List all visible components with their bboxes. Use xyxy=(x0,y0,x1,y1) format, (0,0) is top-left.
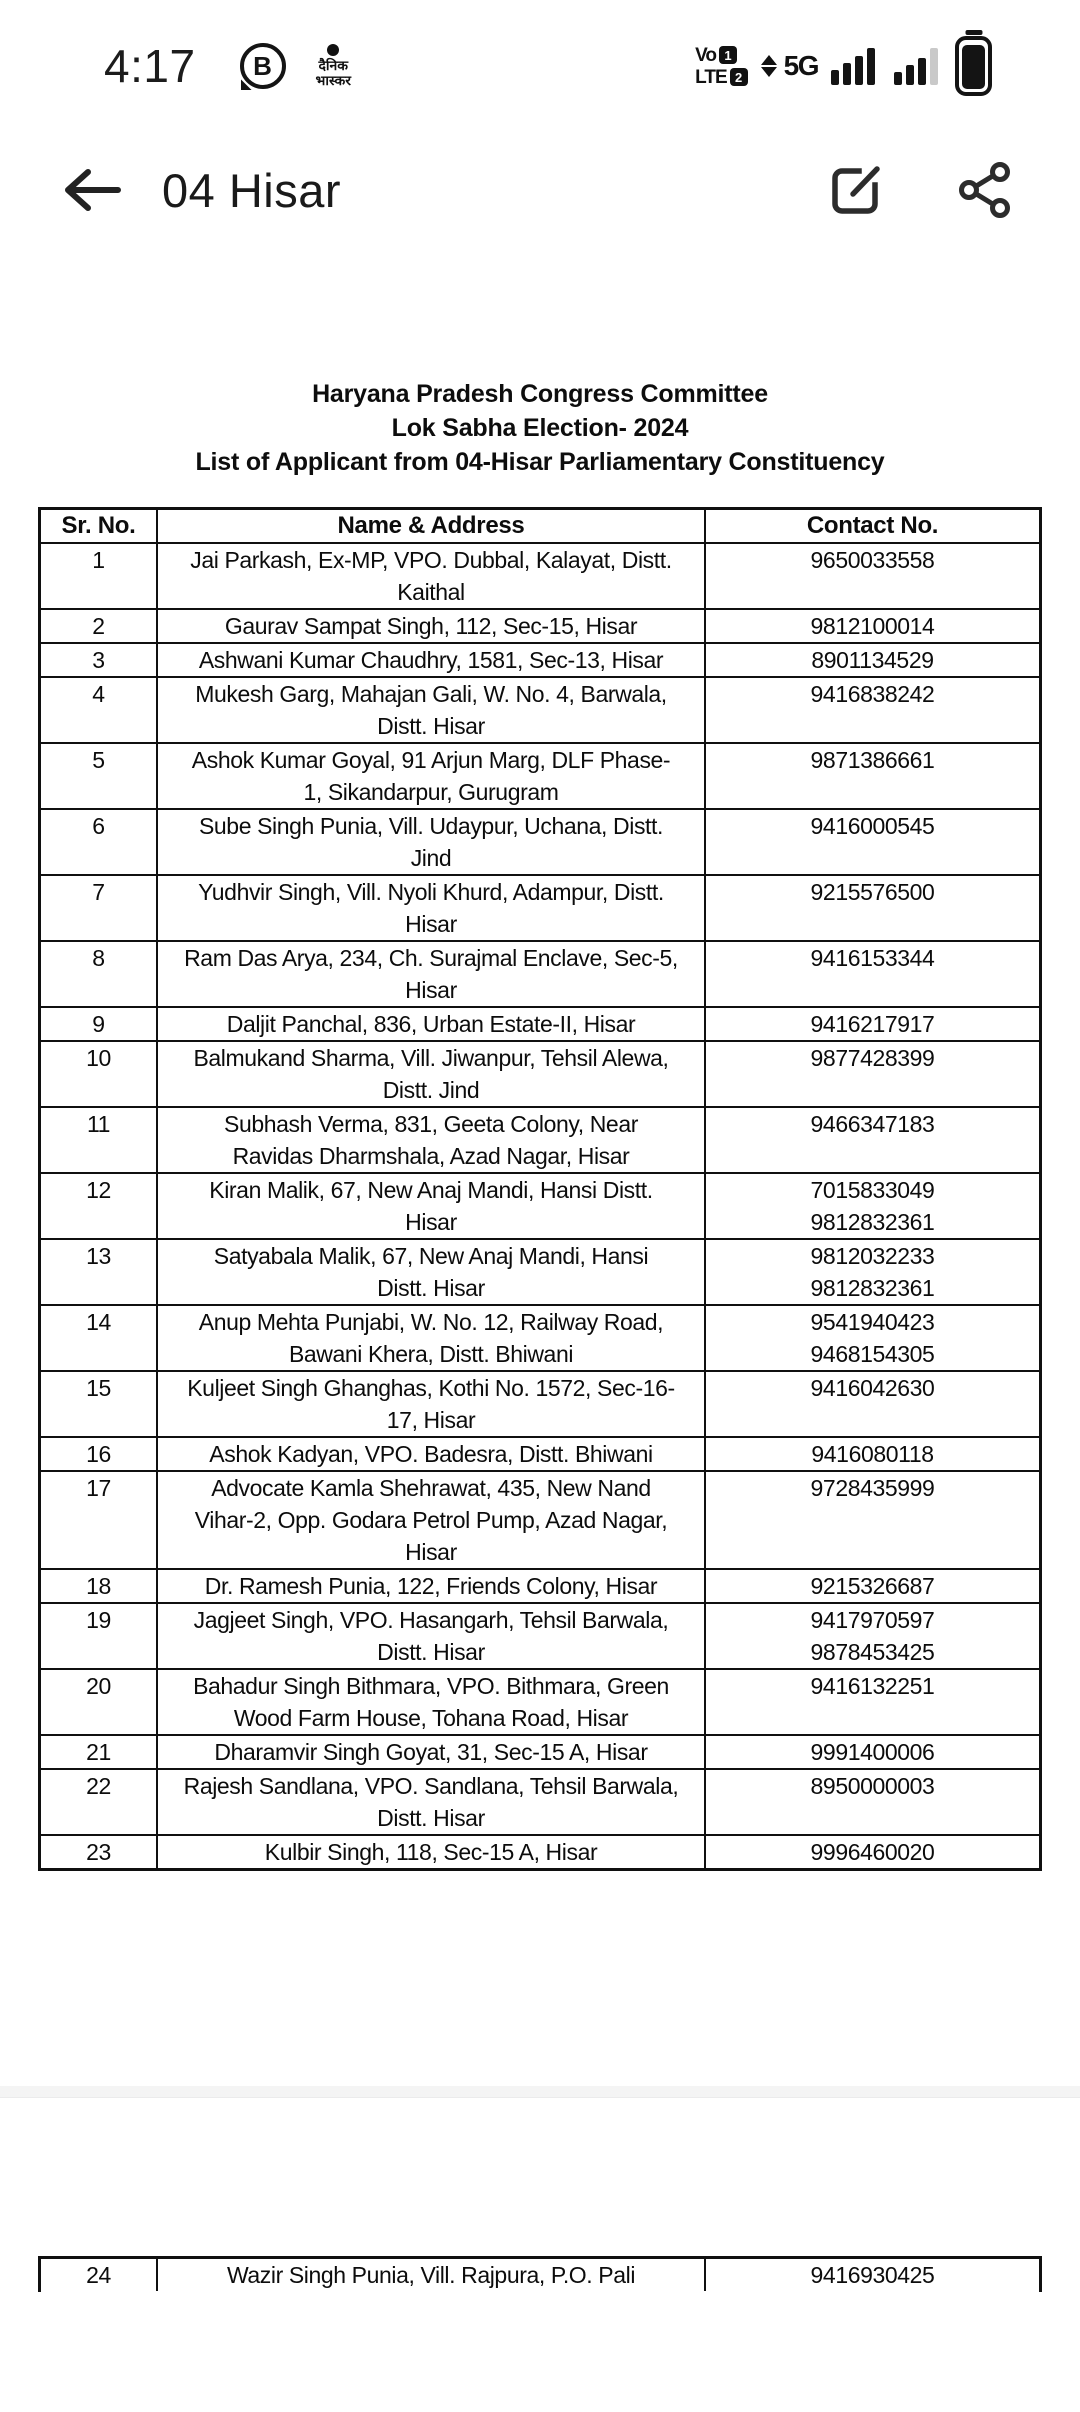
contact-line: 9416080118 xyxy=(811,1441,934,1467)
cell-name-address xyxy=(158,1008,706,1040)
cell-sr-no: 3 xyxy=(41,644,158,676)
name-line: Mukesh Garg, Mahajan Gali, W. No. 4, Barwala, xyxy=(195,681,667,707)
cell-contact-no xyxy=(706,744,1039,808)
contact-line: 9416930425 xyxy=(810,2262,935,2288)
contact-line: 9996460020 xyxy=(810,1839,935,1865)
sim1-badge: 1 xyxy=(719,46,737,64)
name-line: Bahadur Singh Bithmara, VPO. Bithmara, Green xyxy=(193,1673,669,1699)
name-line: Jagjeet Singh, VPO. Hasangarh, Tehsil Barwala, xyxy=(193,1607,669,1633)
name-line: Ravidas Dharmshala, Azad Nagar, Hisar xyxy=(232,1143,630,1169)
cell-sr-no: 23 xyxy=(41,1836,158,1868)
name-line: Hisar xyxy=(405,977,457,1003)
document-title-line-1: Haryana Pradesh Congress Committee xyxy=(312,380,768,408)
dual-sim-volte-indicator: Vo 1 LTE 2 xyxy=(695,46,747,87)
name-line: Ashok Kumar Goyal, 91 Arjun Marg, DLF Phase- xyxy=(191,747,671,773)
cell-contact-no xyxy=(706,876,1039,940)
cell-sr-no: 2 xyxy=(41,610,158,642)
col-header-sr-no: Sr. No. xyxy=(41,510,158,542)
table-row xyxy=(41,1670,1039,1736)
name-line: Rajesh Sandlana, VPO. Sandlana, Tehsil Barwala, xyxy=(183,1773,679,1799)
contact-line: 9416838242 xyxy=(810,681,935,707)
cell-name-address xyxy=(158,1604,706,1668)
table-row xyxy=(41,1836,1039,1868)
name-line: 1, Sikandarpur, Gurugram xyxy=(303,779,559,805)
cell-contact-no xyxy=(706,1836,1039,1868)
contact-line: 8950000003 xyxy=(810,1773,935,1799)
cell-sr-no: 11 xyxy=(41,1108,158,1172)
name-line: Distt. Hisar xyxy=(377,1805,485,1831)
contact-line: 9878453425 xyxy=(810,1639,935,1665)
cell-name-address xyxy=(158,876,706,940)
cell-sr-no: 17 xyxy=(41,1472,158,1568)
cell-sr-no: 14 xyxy=(41,1306,158,1370)
contact-line: 9650033558 xyxy=(810,547,935,573)
cell-sr-no: 20 xyxy=(41,1670,158,1734)
cell-contact-no xyxy=(706,1174,1039,1238)
cell-contact-no xyxy=(706,1438,1039,1470)
name-line: Distt. Hisar xyxy=(377,713,485,739)
cell-sr-no: 22 xyxy=(41,1770,158,1834)
cell-sr-no: 13 xyxy=(41,1240,158,1304)
sim2-badge: 2 xyxy=(730,68,748,86)
cell-contact-no xyxy=(706,1770,1039,1834)
name-line: Ram Das Arya, 234, Ch. Surajmal Enclave, Sec-5, xyxy=(184,945,678,971)
cell-contact-no xyxy=(706,678,1039,742)
table-row xyxy=(41,1306,1039,1372)
table-row xyxy=(41,1472,1039,1570)
table-row xyxy=(41,1438,1039,1472)
name-line: Yudhvir Singh, Vill. Nyoli Khurd, Adampur, Distt. xyxy=(198,879,664,905)
cell-contact-no xyxy=(706,544,1039,608)
cell-sr-no: 8 xyxy=(41,942,158,1006)
cell-sr-no: 19 xyxy=(41,1604,158,1668)
cell-sr-no: 16 xyxy=(41,1438,158,1470)
table-row xyxy=(41,810,1039,876)
table-row xyxy=(41,1174,1039,1240)
table-row xyxy=(41,1604,1039,1670)
name-line: Anup Mehta Punjabi, W. No. 12, Railway Road, xyxy=(198,1309,664,1335)
table-row xyxy=(41,1570,1039,1604)
cell-name-address xyxy=(158,1240,706,1304)
cell-contact-no xyxy=(706,942,1039,1006)
navigation-bar xyxy=(0,2292,1080,2412)
page-separator xyxy=(0,2086,1080,2098)
cell-name-address xyxy=(158,1438,706,1470)
table-row xyxy=(41,1770,1039,1836)
contact-line: 9812832361 xyxy=(810,1275,935,1301)
name-line: Kiran Malik, 67, New Anaj Mandi, Hansi Distt. xyxy=(209,1177,653,1203)
cell-name-address xyxy=(158,1306,706,1370)
contact-line: 9215326687 xyxy=(810,1573,935,1599)
cell-name-address xyxy=(158,1770,706,1834)
cell-name-address xyxy=(158,1372,706,1436)
cell-sr-no: 24 xyxy=(41,2259,158,2291)
table-row xyxy=(41,2259,1039,2291)
applicant-table-next-page-fragment xyxy=(38,2256,1042,2292)
whatsapp-business-notification-icon: B xyxy=(240,43,286,89)
table-row xyxy=(41,544,1039,610)
table-row xyxy=(41,1240,1039,1306)
cell-name-address xyxy=(158,544,706,608)
table-row xyxy=(41,744,1039,810)
name-line: Dharamvir Singh Goyat, 31, Sec-15 A, Hisar xyxy=(214,1739,648,1765)
name-line: Daljit Panchal, 836, Urban Estate-II, Hisar xyxy=(226,1011,636,1037)
contact-line: 9417970597 xyxy=(810,1607,935,1633)
cell-sr-no: 7 xyxy=(41,876,158,940)
cell-name-address xyxy=(158,1736,706,1768)
table-row xyxy=(41,1042,1039,1108)
contact-line: 9812832361 xyxy=(810,1209,935,1235)
dainik-bhaskar-notification-icon: दैनिक भास्कर xyxy=(316,44,351,88)
name-line: Sube Singh Punia, Vill. Udaypur, Uchana, Distt. xyxy=(198,813,664,839)
col-header-name: Name & Address xyxy=(158,510,706,542)
table-row xyxy=(41,1372,1039,1438)
name-line: Distt. Hisar xyxy=(377,1275,485,1301)
network-type-label: 5G xyxy=(783,50,818,81)
name-line: Jind xyxy=(410,845,452,871)
contact-line: 8901134529 xyxy=(811,647,934,673)
name-line: Wazir Singh Punia, Vill. Rajpura, P.O. Pali xyxy=(226,2262,636,2288)
cell-contact-no xyxy=(706,1306,1039,1370)
contact-line: 9812032233 xyxy=(810,1243,935,1269)
cell-sr-no: 10 xyxy=(41,1042,158,1106)
document-title-line-3: List of Applicant from 04-Hisar Parliamentary Constituency xyxy=(195,448,885,476)
name-line: Bawani Khera, Distt. Bhiwani xyxy=(288,1341,574,1367)
contact-line: 9541940423 xyxy=(810,1309,935,1335)
name-line: Jai Parkash, Ex-MP, VPO. Dubbal, Kalayat, Distt. xyxy=(190,547,672,573)
cell-name-address xyxy=(158,1042,706,1106)
contact-line: 9416217917 xyxy=(810,1011,935,1037)
name-line: Ashok Kadyan, VPO. Badesra, Distt. Bhiwani xyxy=(209,1441,653,1467)
cell-sr-no: 4 xyxy=(41,678,158,742)
name-line: Distt. Hisar xyxy=(377,1639,485,1665)
page-title: 04 Hisar xyxy=(162,163,342,217)
cell-name-address xyxy=(158,1472,706,1568)
cell-name-address xyxy=(158,678,706,742)
name-line: Kuljeet Singh Ghanghas, Kothi No. 1572, Sec-16- xyxy=(187,1375,675,1401)
contact-line: 9215576500 xyxy=(810,879,935,905)
cell-contact-no xyxy=(706,1042,1039,1106)
name-line: Advocate Kamla Shehrawat, 435, New Nand xyxy=(211,1475,651,1501)
name-line: Subhash Verma, 831, Geeta Colony, Near xyxy=(224,1111,638,1137)
contact-line: 9877428399 xyxy=(810,1045,935,1071)
table-header-row xyxy=(41,510,1039,544)
name-line: Ashwani Kumar Chaudhry, 1581, Sec-13, Hisar xyxy=(198,647,664,673)
cell-contact-no xyxy=(706,1670,1039,1734)
cell-sr-no: 15 xyxy=(41,1372,158,1436)
cell-contact-no xyxy=(706,1008,1039,1040)
table-row xyxy=(41,1736,1039,1770)
cell-name-address xyxy=(158,1570,706,1602)
name-line: Balmukand Sharma, Vill. Jiwanpur, Tehsil Alewa, xyxy=(193,1045,669,1071)
contact-line: 9812100014 xyxy=(810,613,935,639)
cell-contact-no xyxy=(706,1736,1039,1768)
name-line: Vihar-2, Opp. Godara Petrol Pump, Azad Nagar, xyxy=(194,1507,668,1533)
contact-line: 9466347183 xyxy=(810,1111,935,1137)
cell-sr-no: 21 xyxy=(41,1736,158,1768)
contact-line: 9416042630 xyxy=(810,1375,935,1401)
cell-sr-no: 18 xyxy=(41,1570,158,1602)
name-line: Distt. Jind xyxy=(382,1077,480,1103)
applicant-table xyxy=(38,507,1042,1871)
table-row xyxy=(41,644,1039,678)
cell-contact-no xyxy=(706,1604,1039,1668)
cell-contact-no xyxy=(706,1570,1039,1602)
cell-name-address xyxy=(158,2259,706,2291)
name-line: Hisar xyxy=(405,1539,457,1565)
cell-sr-no: 1 xyxy=(41,544,158,608)
contact-line: 9728435999 xyxy=(810,1475,935,1501)
cell-contact-no xyxy=(706,2259,1039,2291)
cell-contact-no xyxy=(706,610,1039,642)
cell-contact-no xyxy=(706,1108,1039,1172)
cell-sr-no: 9 xyxy=(41,1008,158,1040)
cell-contact-no xyxy=(706,1240,1039,1304)
contact-line: 9416000545 xyxy=(810,813,935,839)
contact-line: 9416153344 xyxy=(810,945,935,971)
cell-contact-no xyxy=(706,1372,1039,1436)
clock: 4:17 xyxy=(104,40,196,92)
cell-name-address xyxy=(158,1670,706,1734)
name-line: Kaithal xyxy=(397,579,465,605)
cell-contact-no xyxy=(706,1472,1039,1568)
contact-line: 7015833049 xyxy=(810,1177,935,1203)
document-title xyxy=(0,377,1080,479)
table-row xyxy=(41,1108,1039,1174)
contact-line: 9468154305 xyxy=(810,1341,935,1367)
cell-sr-no: 5 xyxy=(41,744,158,808)
cell-contact-no xyxy=(706,810,1039,874)
contact-line: 9871386661 xyxy=(810,747,935,773)
cell-name-address xyxy=(158,942,706,1006)
cell-name-address xyxy=(158,610,706,642)
col-header-contact: Contact No. xyxy=(806,512,939,539)
table-row xyxy=(41,942,1039,1008)
name-line: Hisar xyxy=(405,1209,457,1235)
cell-name-address xyxy=(158,1836,706,1868)
cell-contact-no xyxy=(706,644,1039,676)
cell-sr-no: 12 xyxy=(41,1174,158,1238)
cell-sr-no: 6 xyxy=(41,810,158,874)
table-row xyxy=(41,1008,1039,1042)
name-line: Kulbir Singh, 118, Sec-15 A, Hisar xyxy=(264,1839,598,1865)
table-row xyxy=(41,678,1039,744)
name-line: Gaurav Sampat Singh, 112, Sec-15, Hisar xyxy=(224,613,638,639)
table-row xyxy=(41,876,1039,942)
name-line: Dr. Ramesh Punia, 122, Friends Colony, Hisar xyxy=(204,1573,658,1599)
table-row xyxy=(41,610,1039,644)
cell-name-address xyxy=(158,644,706,676)
name-line: Satyabala Malik, 67, New Anaj Mandi, Hansi xyxy=(213,1243,649,1269)
cell-name-address xyxy=(158,744,706,808)
cell-name-address xyxy=(158,1108,706,1172)
cell-name-address xyxy=(158,810,706,874)
name-line: 17, Hisar xyxy=(386,1407,476,1433)
document-title-line-2: Lok Sabha Election- 2024 xyxy=(391,414,689,442)
name-line: Wood Farm House, Tohana Road, Hisar xyxy=(233,1705,629,1731)
contact-line: 9416132251 xyxy=(810,1673,935,1699)
cell-name-address xyxy=(158,1174,706,1238)
contact-line: 9991400006 xyxy=(810,1739,935,1765)
name-line: Hisar xyxy=(405,911,457,937)
